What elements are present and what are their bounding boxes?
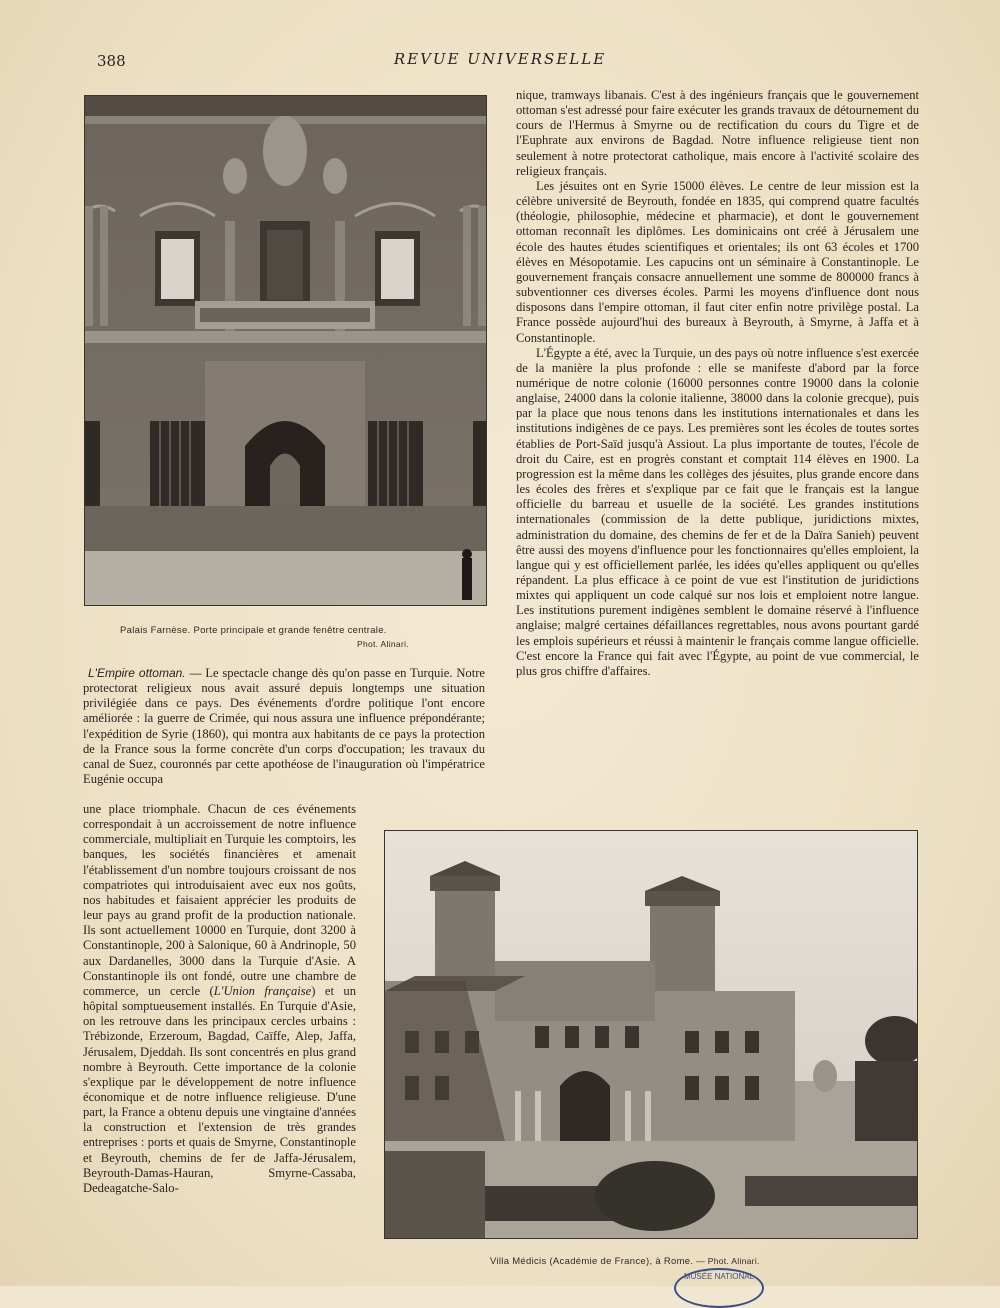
paragraph: nique, tramways libanais. C'est à des ingénieurs français que le gouvernement ottoman s'est adressé pour faire exécuter les grands travaux de détournement du cours de l'Hermus à Smyrne ou de rectification du cours du Tigre et de l'Euphrate aux environs de Bagdad. Notre influence religieuse tient non seulement à notre protectorat catholique, mais encore à l'activité scolaire des religieux français.: [516, 88, 919, 178]
paragraph-text: une place triomphale. Chacun de ces événements correspondait à un accroissement de notre influence commerciale, multipliait en Turquie les comptoirs, les banques, les sociétés financières et amenait l'établissement d'un nombre toujours croissant de nos compatriotes qui introduisaient avec eux nos goûts, nos habitudes et faisaient apprécier les produits de leur pays au grand profit de la production nationale. Ils sont actuellement 10000 en Turquie, dont 3200 à Constantinople, 200 à Salonique, 60 à Andrinople, 50 aux Dardanelles, 3000 dans la Turquie d'Asie. A Constantinople ils ont fondé, outre une chambre de commerce, un cercle (: [83, 802, 356, 998]
villa-medicis-photo: [384, 830, 918, 1239]
figure1-caption: [120, 625, 460, 636]
left-column-text-narrow: [83, 802, 356, 1196]
villa-medicis-illustration: [385, 831, 917, 1238]
paragraph-text: Le spectacle change dès qu'on passe en Turquie. Notre protectorat religieux nous avait assuré depuis longtemps une situation privilégiée dans ce pays. Des événements d'ordre politique l'ont encore améliorée : la guerre de Crimée, qui nous assura une influence prépondérante; l'expédition de Syrie (1860), qui montra aux habitants de ce pays la protection de la France sous la forme concrète d'un corps d'occupation; les travaux du canal de Suez, couronnés par cette apothéose de l'inauguration où l'impératrice Eugénie occupa: [83, 666, 485, 787]
figure2-credit-text: — Phot. Alinari.: [696, 1256, 760, 1266]
figure1-credit-text: Phot. Alinari.: [357, 639, 409, 649]
figure2-caption: [490, 1256, 910, 1267]
paragraph-text: ) et un hôpital somptueusement installés. En Turquie d'Asie, on les retrouve dans les principaux cercles urbains : Trébizonde, Erzeroum, Bagdad, Caïffe, Alep, Jaffa, Jérusalem, Djeddah. Ils sont concentrés en plus grand nombre à Beyrouth. Cette importance de la colonie s'explique par le développement de notre influence économique et de notre influence religieuse. D'une part, la France a obtenu depuis une vingtaine d'années la construction et l'extension de très grandes entreprises : ports et quais de Smyrne, Constantinople et Beyrouth, chemins de fer de Jaffa-Jérusalem, Beyrouth-Damas-Hauran, Smyrne-Cassaba, Dedeagatche-Salo-: [83, 983, 357, 1195]
stamp-text: MUSÉE NATIONAL: [683, 1272, 755, 1281]
palais-farnese-photo: [84, 95, 487, 606]
page-header: [0, 48, 1000, 72]
running-title: REVUE UNIVERSELLE: [393, 50, 607, 68]
paragraph: L'Égypte a été, avec la Turquie, un des pays où notre influence s'est exercée de la manière la plus profonde : elle se manifeste d'abord par la force numérique de notre colonie (16000 personnes contre 19000 dans la colonie anglaise, 24000 dans la colonie italienne, 38000 dans la colonie grecque), puis par la place que nous tenons dans les institutions internationales et dans les institutions indigènes de ce pays. Les premières sont les écoles de toutes sortes établies de Port-Saïd jusqu'à Assiout. La plus importante de toutes, l'école de droit du Caire, est en progrès constant et comptait 114 élèves en 1900. La progression est la même dans les collèges des jésuites, plus grande encore dans les écoles des frères et s'explique par ce fait que le français est la langue officielle du barreau et usuelle de la société. Les grandes institutions internationales (commission de la dette publique, juridictions mixtes, administration du domaine, des chemins de fer et de la Daïra Sanieh) peuvent être aussi des moyens d'influence pour les fonctionnaires qu'elles emploient, la langue qui y est officiellement parlée, les idées qu'elles appliquent ou qu'elles répandent. La plus efficace à ce point de vue est l'institution de juridictions mixtes qui appliquent un code calqué sur nos lois et emploient notre langue. Les institutions purement indigènes semblent le domaine réservé à l'influence anglaise; malgré certaines défaillances regrettables, nous avons pourtant gardé les emplois supérieurs et réussi à maintenir le français comme langue officielle. C'est encore la France qui fait avec l'Égypte, au point de vue commercial, le plus gros chiffre d'affaires.: [516, 345, 919, 678]
left-column-text-wide: [83, 666, 485, 787]
union-francaise-title: L'Union française: [213, 983, 312, 998]
right-column-text: [516, 88, 919, 679]
paragraph: [83, 666, 485, 787]
paragraph: Les jésuites ont en Syrie 15000 élèves. Le centre de leur mission est la célèbre université de Beyrouth, fondée en 1835, qui comprend quatre facultés (théologie, philosophie, médecine et pharmacie), et dont le gouvernement ottoman reconnaît les diplômes. Les dominicains ont créé à Jérusalem une école des hautes études scientifiques et orientales; ils ont 63 écoles et 1700 élèves en Mésopotamie. Les capucins ont un séminaire à Constantinople. Le gouvernement français consacre annuellement une somme de 800000 francs à subventionner ces diverses écoles. Parmi les moyens d'influence dont nous disposons dans l'empire ottoman, il faut citer enfin notre privilège postal. La France possède aujourd'hui des bureaux à Beyrouth, à Smyrne, à Jaffa et à Constantinople.: [516, 178, 919, 345]
palais-farnese-illustration: [85, 96, 486, 605]
figure1-credit: [357, 639, 409, 649]
page-number: 388: [97, 52, 126, 70]
paragraph: [83, 802, 356, 1196]
library-stamp: [674, 1268, 764, 1308]
section-lead: L'Empire ottoman. —: [88, 666, 202, 680]
figure1-caption-text: Palais Farnèse. Porte principale et grande fenêtre centrale.: [120, 625, 387, 636]
figure2-caption-text: Villa Médicis (Académie de France), à Rome.: [490, 1256, 694, 1267]
